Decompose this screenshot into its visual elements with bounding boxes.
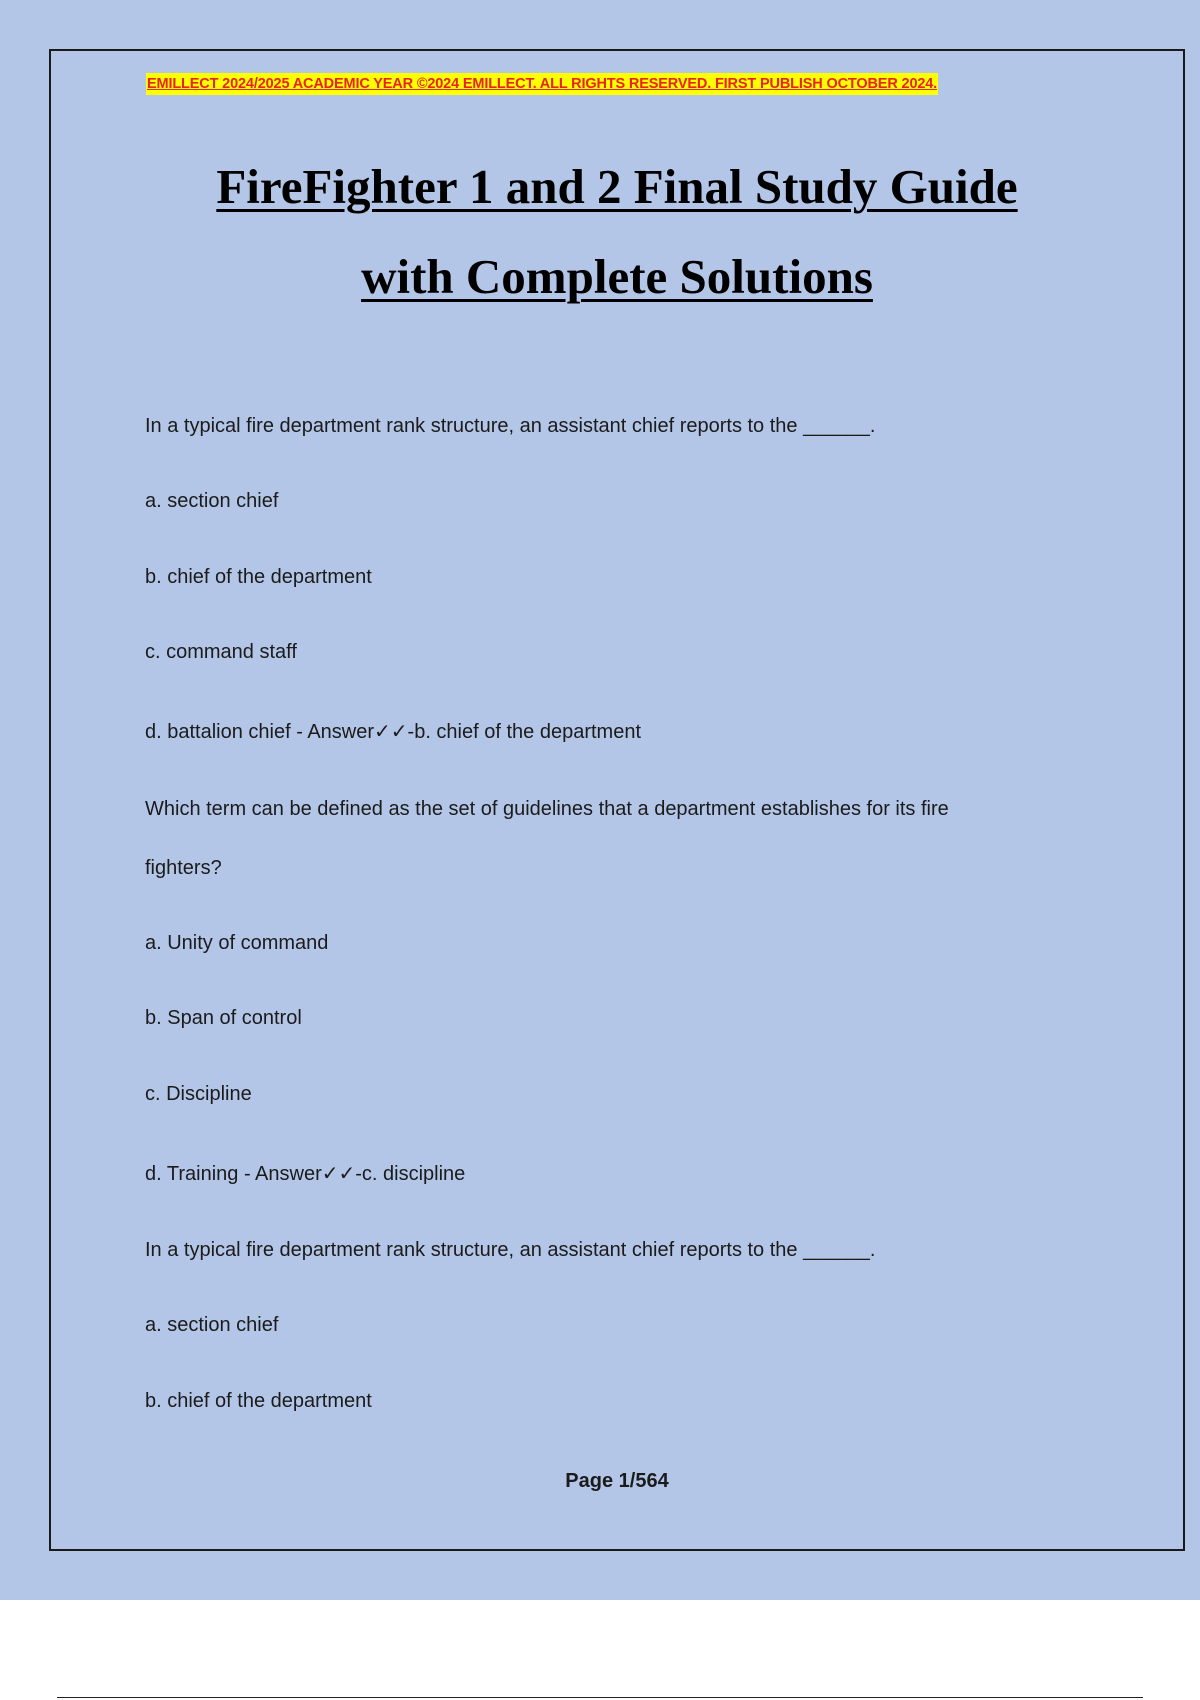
copyright-banner: EMILLECT 2024/2025 ACADEMIC YEAR ©2024 EMILLECT. ALL RIGHTS RESERVED. FIRST PUBLISH OCTOBER 2024. xyxy=(146,73,938,95)
question-1-option-d-answer: d. battalion chief - Answer✓✓-b. chief of the department xyxy=(145,721,641,743)
question-2-text-line-2: fighters? xyxy=(145,857,222,879)
question-3-text: In a typical fire department rank structure, an assistant chief reports to the ______. xyxy=(145,1239,876,1261)
question-3-option-a: a. section chief xyxy=(145,1314,279,1336)
question-2-option-b: b. Span of control xyxy=(145,1007,302,1029)
question-2-option-d-answer: d. Training - Answer✓✓-c. discipline xyxy=(145,1163,466,1185)
page-number: Page 1/564 xyxy=(565,1470,669,1492)
question-2-option-a: a. Unity of command xyxy=(145,932,329,954)
question-1-text: In a typical fire department rank structure, an assistant chief reports to the ______. xyxy=(145,415,876,437)
question-2-option-c: c. Discipline xyxy=(145,1083,252,1105)
document-title-line-1: FireFighter 1 and 2 Final Study Guide xyxy=(216,159,1018,214)
question-1-option-c: c. command staff xyxy=(145,641,297,663)
footer-divider xyxy=(57,1697,1143,1698)
question-2-text-line-1: Which term can be defined as the set of guidelines that a department establishes for its fire xyxy=(145,798,949,820)
question-1-option-a: a. section chief xyxy=(145,490,279,512)
question-3-option-b: b. chief of the department xyxy=(145,1390,372,1412)
document-title-line-2: with Complete Solutions xyxy=(361,249,873,304)
question-1-option-b: b. chief of the department xyxy=(145,566,372,588)
